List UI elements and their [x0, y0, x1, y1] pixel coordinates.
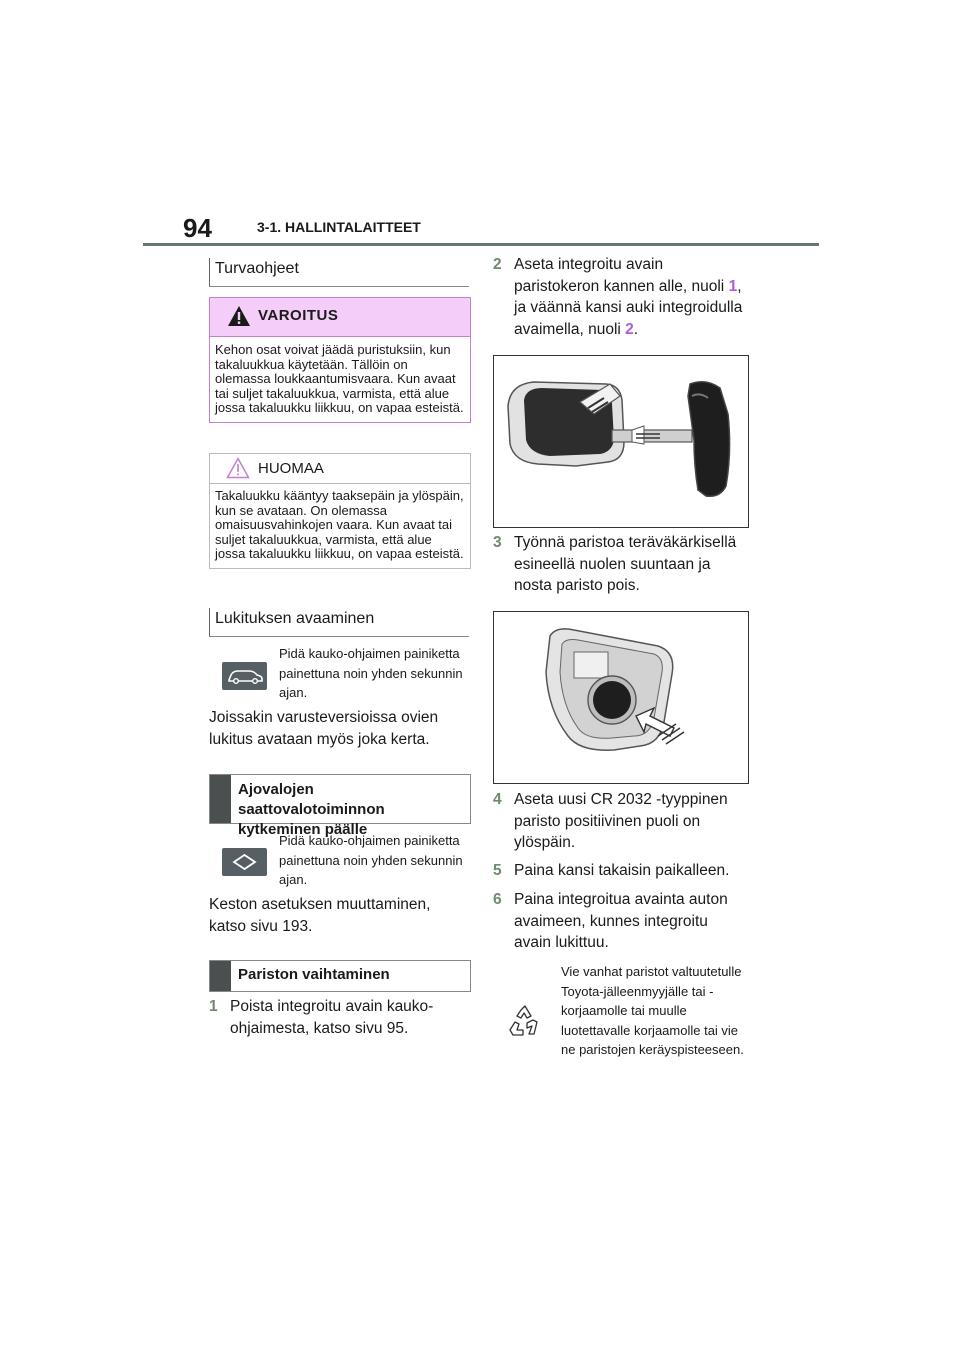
- battery-compartment-figure: [493, 611, 749, 784]
- headlight-section-title: Ajovalojen saattovalotoiminnon kytkeminen päälle: [238, 781, 385, 838]
- key-fob-cover-figure: [493, 355, 749, 528]
- step-1: [209, 996, 469, 1039]
- unlock-note: Joissakin varusteversioissa ovien lukitus avataan myös joka kerta.: [209, 709, 439, 748]
- headlight-section-header: [209, 774, 471, 838]
- step-6: [493, 889, 749, 954]
- duration-note: Keston asetuksen muuttaminen, katso sivu 193.: [209, 896, 431, 935]
- notice-triangle-icon: [226, 457, 250, 479]
- section-bar: [210, 961, 231, 991]
- recycling-note: Vie vanhat paristot valtuutetulle Toyota-jälleenmyyjälle tai -korjaamolle tai muulle luotettavalle korjaamolle tai vie ne paristojen keräyspisteeseen.: [561, 964, 744, 1057]
- step-number: 1: [209, 998, 218, 1015]
- step-number: 4: [493, 791, 502, 808]
- warning-triangle-icon: [227, 305, 251, 327]
- notice-label: HUOMAA: [258, 460, 324, 477]
- step-text-part: , ja väännä kansi auki integroidulla avaimella, nuoli: [514, 277, 743, 338]
- page-number: 94: [183, 213, 212, 243]
- unlock-instruction: Pidä kauko-ohjaimen painiketta painettuna noin yhden sekunnin ajan.: [279, 646, 463, 700]
- step-text: Aseta uusi CR 2032 -tyyppinen paristo positiivinen puoli on ylöspäin.: [514, 791, 728, 851]
- step-number: 3: [493, 534, 502, 551]
- section-bar: [210, 775, 231, 823]
- warning-label: VAROITUS: [258, 307, 339, 324]
- safety-heading-block: [209, 258, 469, 287]
- safety-heading-rule: [209, 286, 469, 287]
- unlock-heading-rule: [209, 636, 469, 637]
- battery-section-header: [209, 960, 471, 992]
- warning-box: [209, 297, 471, 423]
- step-2: [493, 254, 749, 340]
- unlock-heading: Lukituksen avaaminen: [209, 608, 469, 636]
- notice-header: [210, 454, 470, 484]
- arrow-ref-1: 1: [728, 277, 738, 295]
- notice-text: Takaluukku kääntyy taaksepäin ja ylöspäin, kun se avataan. On olemassa omaisuusvahinkojen vaara. Kun avaat tai suljet takaluukkua, varmista, että alue jossa takaluukku liikkuu, on vapaa esteistä.: [215, 488, 464, 561]
- step-text: Paina kansi takaisin paikalleen.: [514, 862, 730, 879]
- key-fob-cover-illustration: [494, 356, 748, 527]
- notice-box: [209, 453, 471, 569]
- chapter-title: 3-1. HALLINTALAITTEET: [257, 219, 421, 235]
- safety-heading: Turvaohjeet: [209, 258, 469, 286]
- step-text-part: Aseta integroitu avain paristokeron kannen alle, nuoli: [514, 256, 729, 295]
- step-3: [493, 532, 749, 597]
- headlight-instruction: Pidä kauko-ohjaimen painiketta painettuna noin yhden sekunnin ajan.: [279, 833, 463, 887]
- warning-text: Kehon osat voivat jäädä puristuksiin, kun takaluukkua käytetään. Tällöin on olemassa loukkaantumisvaara. Kun avaat tai suljet takaluukkua, varmista, että alue jossa takaluukku liikkuu, on vapaa esteistä.: [215, 342, 464, 415]
- battery-compartment-illustration: [494, 612, 748, 783]
- step-text: Työnnä paristoa teräväkärkisellä esineellä nuolen suuntaan ja nosta paristo pois.: [514, 534, 737, 594]
- battery-section-title: Pariston vaihtaminen: [238, 966, 390, 983]
- step-text: [514, 254, 749, 340]
- unlock-heading-block: [209, 608, 469, 637]
- arrow-ref-2: 2: [625, 320, 634, 338]
- recycle-icon: [507, 1004, 543, 1040]
- step-text: Poista integroitu avain kauko-ohjaimesta, katso sivu 95.: [230, 998, 434, 1037]
- step-number: 5: [493, 862, 502, 879]
- warning-header: [210, 298, 470, 337]
- headlight-button-icon: [222, 848, 267, 876]
- step-4: [493, 789, 749, 854]
- step-text: Paina integroitua avainta auton avaimeen, kunnes integroitu avain lukittuu.: [514, 891, 728, 951]
- step-number: 2: [493, 256, 502, 273]
- step-5: [493, 860, 749, 882]
- header-rule: [143, 243, 819, 246]
- car-unlock-icon: [222, 662, 267, 690]
- step-number: 6: [493, 891, 502, 908]
- step-text-part: .: [633, 320, 639, 338]
